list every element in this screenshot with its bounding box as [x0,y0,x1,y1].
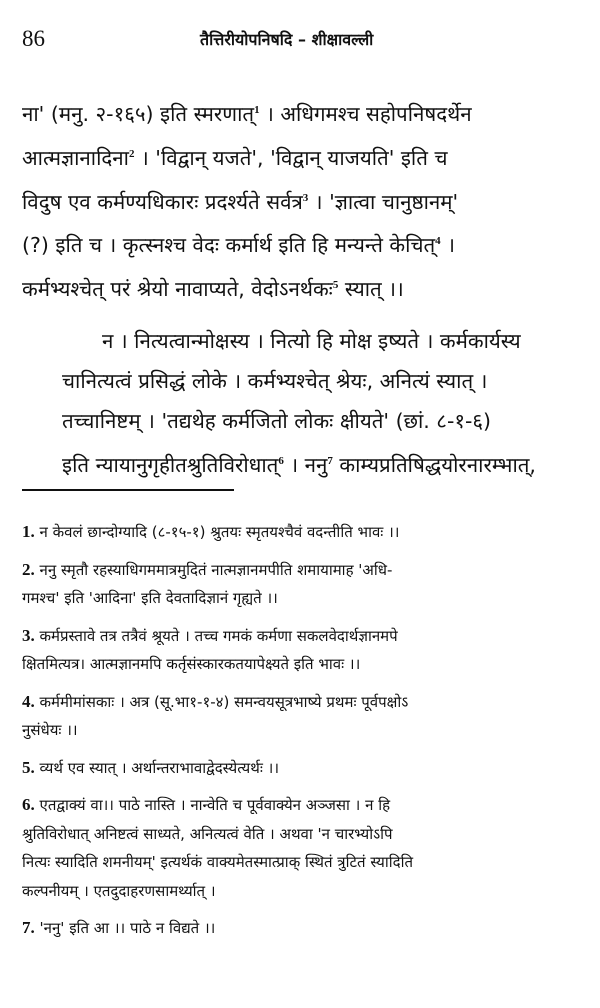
footnotes [22,518,578,952]
footnote-ref[interactable]: 3 [302,191,309,204]
footnote: 4. कर्ममीमांसकाः । अत्र (सू.भा१-१-४) समन्वयसूत्रभाष्ये प्रथमः पूर्वपक्षोऽ नुसंधेयः ।। [22,691,409,739]
footnote-ref[interactable]: 6 [278,455,284,468]
footnote-number: 6. [22,795,35,814]
footnote-number: 2. [22,559,35,579]
text-line: (?) इति च । कृत्स्नश्च वेदः कर्मार्थ इति हि मन्यन्ते केचित्$^4$ । [22,233,455,258]
paragraph-2 [22,321,578,485]
text-line: विदुष एव कर्मण्यधिकारः प्रदर्श्यते सर्वत्र$^3$ । 'ज्ञात्वा चानुष्ठानम्' [22,189,459,214]
footnote-ref[interactable]: 1 [254,104,260,116]
footnote: 3. कर्मप्रस्तावे तत्र तत्रैवं श्रूयते । तच्च गमकं कर्मणा सकलवेदार्थज्ञानमपे क्षितमित्यत्र। आत्मज्ञानमपि कर्तृसंस्कारकतयापेक्ष्यते इति भावः ।। [22,625,398,673]
text-line: तच्चानिष्टम् । 'तद्यथेह कर्मजितो लोकः क्षीयते' (छां. ८-१-६) [62,409,492,434]
footnote: 5. व्यर्थ एव स्यात् । अर्थान्तराभावाद्वेदस्येत्यर्थः ।। [22,757,280,777]
paragraph-1 [22,90,578,309]
footnote-number: 4. [22,691,35,711]
footnote-number: 1. [22,522,35,541]
footnote-ref[interactable]: 5 [332,279,339,292]
main-text [22,90,578,485]
text-line: इति न्यायानुगृहीतश्रुतिविरोधात्$^6$ । ननु$^7$ काम्यप्रतिषिद्धयोरनारम्भात्, [62,452,536,477]
footnote: 7. 'ननु' इति आ ।। पाठे न विद्यते ।। [22,918,216,937]
text-line: आत्मज्ञानादिना$^2$ । 'विद्वान् यजते', 'विद्वान् याजयति' इति च [22,145,448,170]
text-line: कर्मभ्यश्चेत् परं श्रेयो नावाप्यते, वेदोऽनर्थकः$^5$ स्यात् ।। [22,277,404,302]
footnote-number: 3. [22,625,35,645]
text-line: चानित्यत्वं प्रसिद्धं लोके । कर्मभ्यश्चेत् श्रेयः, अनित्यं स्यात् । [62,369,488,394]
page-number: 86 [22,26,45,51]
footnote: 2. ननु स्मृतौ रहस्याधिगममात्रमुदितं नात्मज्ञानमपीति शमायामाह 'अधि- गमश्च' इति 'आदिना' इति देवतादिज्ञानं गृह्यते ।। [22,559,393,607]
footnote-separator [22,489,234,491]
footnote-ref[interactable]: 7 [327,455,333,468]
text-line: न । नित्यत्वान्मोक्षस्य । नित्यो हि मोक्ष इष्यते । कर्मकार्यस्य [102,329,521,354]
footnote-ref[interactable]: 4 [435,235,441,248]
footnote-ref[interactable]: 2 [129,147,135,160]
footnote-number: 7. [22,918,35,937]
text-line: ना' (मनु. २-१६५) इति स्मरणात्$^1$ । अधिगमश्च सहोपनिषदर्थेन [22,101,472,126]
footnote: 1. न केवलं छान्दोग्यादि (८-१५-१) श्रुतयः स्मृतयश्चैवं वदन्तीति भावः ।। [22,522,400,541]
running-header [0,26,600,56]
footnote: 6. एतद्वाक्यं वा।। पाठे नास्ति । नान्वेति च पूर्ववाक्येन अञ्जसा । न हि श्रुतिविरोधात् अनिष्टत्वं साध्यते, अनित्यत्वं वेति । अथवा 'न चारभ्योऽपि नित्यः स्यादिति शमनीयम्' इत्यर्थकं वाक्यमेतस्मात्प्राक् स्थितं त्रुटितं स्यादिति कल्पनीयम् । एतदुदाहरणसामर्थ्यात् । [22,795,414,900]
footnote-number: 5. [22,757,35,777]
running-title: तैत्तिरीयोपनिषदि – शीक्षावल्ली [200,30,374,49]
